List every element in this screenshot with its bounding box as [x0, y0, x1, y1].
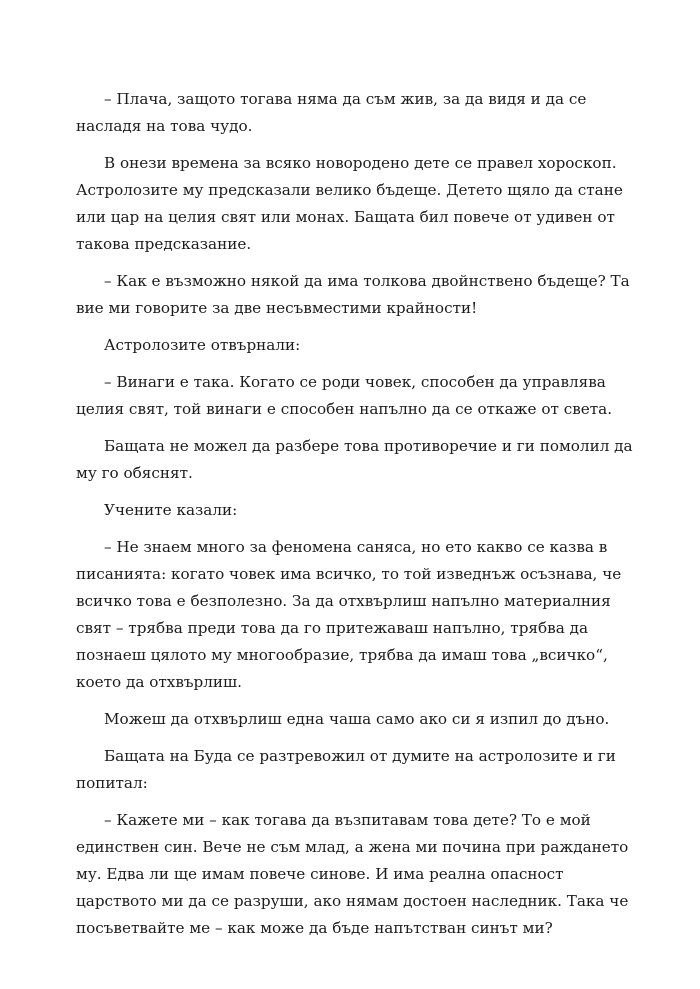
paragraph: Можеш да отхвърлиш една чаша само ако си я изпил до дъно.	[104, 710, 610, 728]
paragraph: – Кажете ми – как тогава да възпитавам това дете? То е мой единствен син. Вече не съм млад, а жена ми почина при раждането му. Едва ли ще имам повече синове. И има реална опасност царството ми да се разруши, ако нямам достоен наследник. Така че посъветвайте ме – как може да бъде напътстван синът ми?	[76, 811, 629, 937]
document-page	[76, 86, 636, 952]
paragraph: – Винаги е така. Когато се роди човек, способен да управлява целия свят, той винаги е способен напълно да се откаже от света.	[76, 373, 613, 418]
paragraph: – Как е възможно някой да има толкова двойнствено бъдеще? Та вие ми говорите за две несъвместими крайности!	[76, 272, 630, 317]
paragraph: Бащата на Буда се разтревожил от думите на астролозите и ги попитал:	[76, 747, 616, 792]
paragraph: Учените казали:	[104, 501, 238, 519]
paragraph: Бащата не можел да разбере това противоречие и ги помолил да му го обяснят.	[76, 437, 633, 482]
paragraph: – Плача, защото тогава няма да съм жив, за да видя и да се насладя на това чудо.	[76, 90, 587, 135]
paragraph: В онези времена за всяко новородено дете се правел хороскоп. Астролозите му предсказали велико бъдеще. Детето щяло да стане или цар на целия свят или монах. Бащата бил повече от удивен от такова предсказание.	[76, 154, 623, 253]
paragraph: Астролозите отвърнали:	[104, 336, 301, 354]
paragraph: – Не знаем много за феномена саняса, но ето какво се казва в писанията: когато човек има всичко, то той изведнъж осъзнава, че всичко това е безполезно. За да отхвърлиш напълно материалния свят – трябва преди това да го притежаваш напълно, трябва да познаеш цялото му многообразие, трябва да имаш това „всичко“, което да отхвърлиш.	[76, 538, 622, 691]
